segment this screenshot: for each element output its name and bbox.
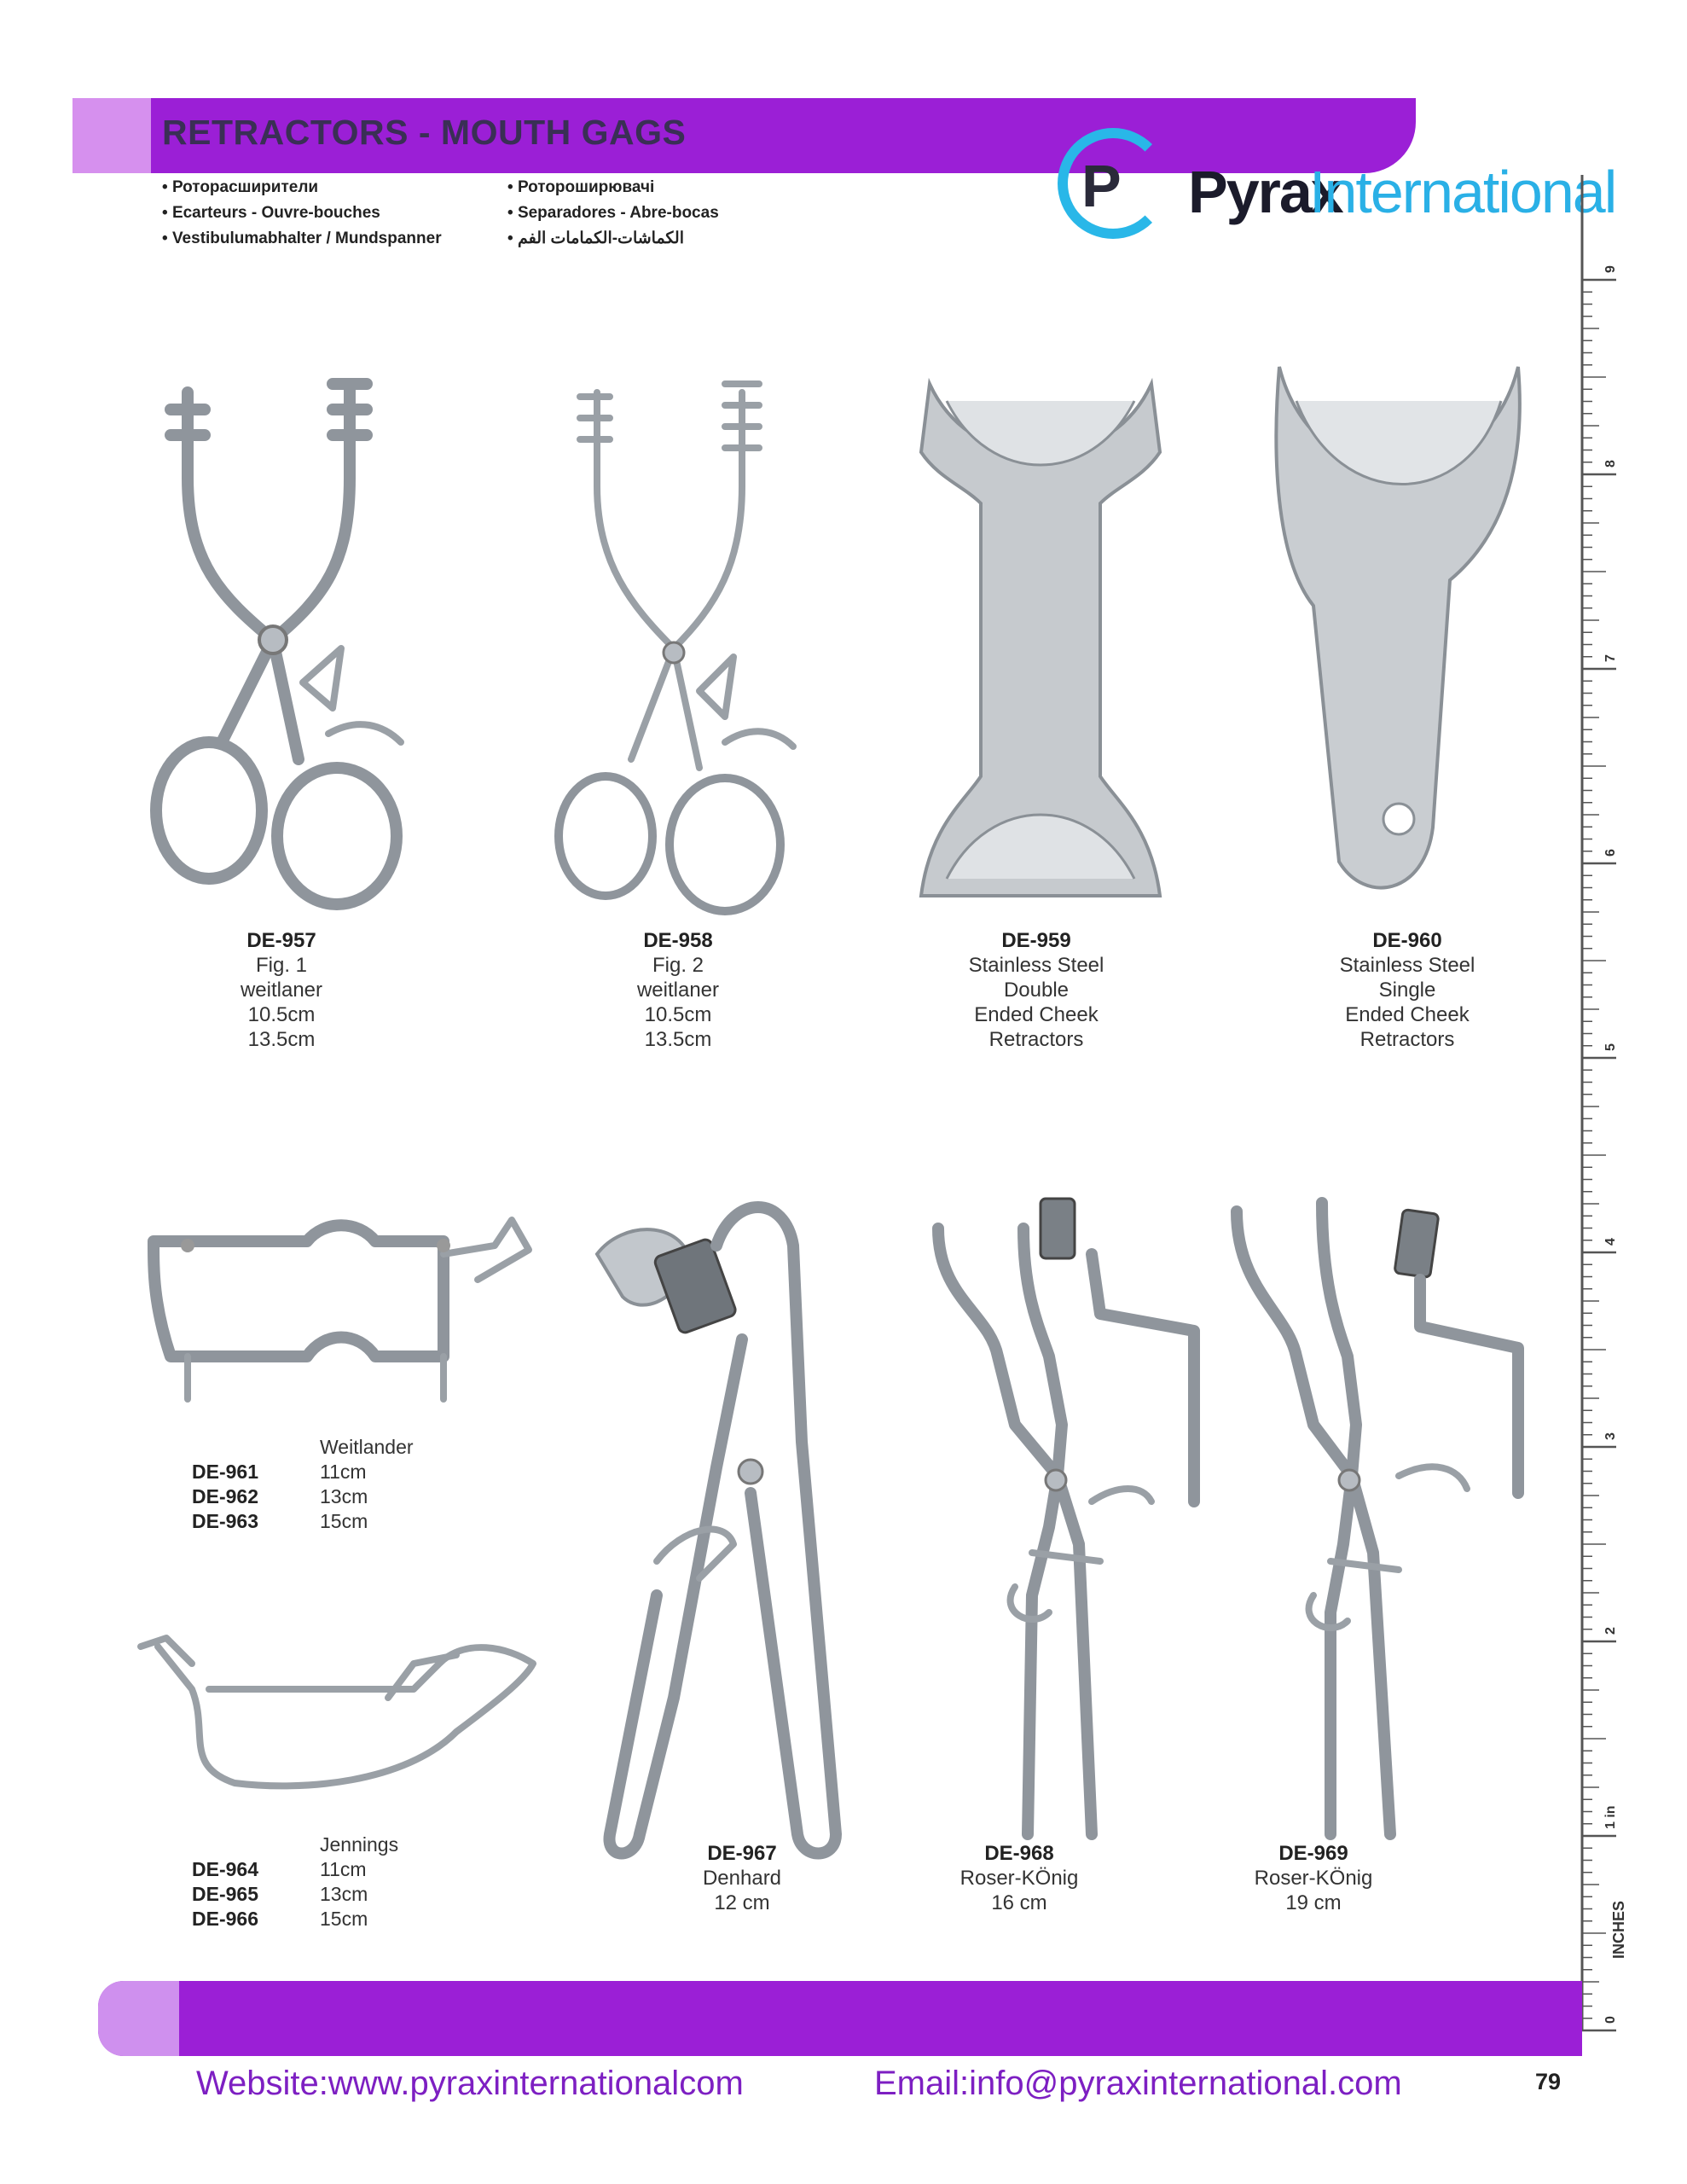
language-list-left	[162, 175, 442, 252]
product-detail: Denhard	[702, 1867, 782, 1890]
table-row: DE-963 15cm	[192, 1510, 368, 1532]
ruler-mark-label: 9	[1603, 265, 1618, 273]
product-detail: Fig. 2	[652, 954, 704, 977]
product-caption	[614, 928, 742, 1052]
logo-name-part1: Pyrax	[1188, 159, 1342, 225]
product-detail: Fig. 1	[255, 954, 308, 977]
product-code: DE-960	[1372, 929, 1442, 952]
page-title: RETRACTORS - MOUTH GAGS	[162, 113, 687, 152]
product-detail: Ended Cheek	[974, 1003, 1099, 1026]
ruler-mark-label: 4	[1603, 1238, 1618, 1246]
language-item: • الكماشات-الكمامات الفم	[507, 226, 719, 252]
language-item: • Vestibulumabhalter / Mundspanner	[162, 226, 442, 252]
footer-accent-tab	[98, 1981, 179, 2056]
page-number: 79	[1535, 2069, 1562, 2094]
language-item: • Separadores - Abre-bocas	[507, 200, 719, 226]
inch-ruler	[1578, 171, 1629, 2048]
logo-mark: P	[1081, 153, 1122, 219]
product-detail: Ended Cheek	[1345, 1003, 1470, 1026]
product-detail: Stainless Steel	[1339, 954, 1475, 977]
de-967-illustration	[588, 1186, 870, 1868]
product-detail: 13.5cm	[644, 1028, 712, 1051]
weitlander-title: Weitlander	[320, 1436, 414, 1458]
logo-name-part2: International	[1309, 159, 1616, 225]
product-detail: 16 cm	[991, 1891, 1047, 1914]
product-detail: 10.5cm	[644, 1003, 712, 1026]
website-link[interactable]: Website:www.pyraxinternationalcom	[196, 2065, 744, 2102]
de-957-illustration	[128, 358, 409, 938]
product-code: DE-969	[1278, 1842, 1348, 1865]
ruler-mark-label: 8	[1603, 460, 1618, 468]
ruler-unit-label: INCHES	[1610, 1900, 1627, 1959]
de-960-illustration	[1262, 350, 1535, 921]
language-item: • Ротороширювачі	[507, 175, 719, 200]
product-caption	[942, 1841, 1096, 1915]
jennings-illustration	[132, 1612, 559, 1809]
product-detail: 19 cm	[1285, 1891, 1342, 1914]
de-958-illustration	[529, 358, 810, 938]
header-accent-tab	[72, 98, 151, 173]
de-968-illustration	[921, 1186, 1237, 1868]
ruler-mark-label: 1 in	[1603, 1805, 1618, 1829]
product-caption	[665, 1841, 819, 1915]
product-caption	[1237, 1841, 1390, 1915]
de-969-illustration	[1211, 1186, 1569, 1868]
product-detail: Retractors	[1359, 1028, 1455, 1051]
product-detail: Roser-KÖnig	[959, 1867, 1079, 1890]
footer-band	[98, 1981, 1582, 2056]
product-detail: 13.5cm	[247, 1028, 316, 1051]
product-detail: weitlaner	[240, 979, 323, 1002]
table-row: DE-964 11cm	[192, 1858, 367, 1880]
jennings-title: Jennings	[320, 1833, 399, 1856]
product-detail: Retractors	[988, 1028, 1084, 1051]
product-caption	[1318, 928, 1497, 1052]
ruler-mark-label: 5	[1603, 1043, 1618, 1051]
product-code: DE-967	[707, 1842, 777, 1865]
language-item: • Роторасширители	[162, 175, 442, 200]
jennings-table	[192, 1833, 398, 1931]
product-caption	[947, 928, 1126, 1052]
product-detail: Roser-KÖnig	[1254, 1867, 1373, 1890]
product-code: DE-959	[1001, 929, 1071, 952]
email-link[interactable]: Email:info@pyraxinternational.com	[874, 2065, 1402, 2102]
product-detail: Stainless Steel	[968, 954, 1104, 977]
ruler-mark-label: 6	[1603, 849, 1618, 857]
product-code: DE-958	[643, 929, 713, 952]
product-detail: Single	[1378, 979, 1436, 1002]
ruler-mark-label: 2	[1603, 1627, 1618, 1635]
table-row: DE-961 11cm	[192, 1461, 367, 1483]
language-list-right	[507, 175, 719, 252]
ruler-mark-label: 0	[1603, 2016, 1618, 2024]
product-detail: weitlaner	[636, 979, 720, 1002]
product-detail: 10.5cm	[247, 1003, 316, 1026]
product-detail: Double	[1003, 979, 1070, 1002]
product-code: DE-957	[246, 929, 316, 952]
product-caption	[217, 928, 345, 1052]
table-row: DE-966 15cm	[192, 1908, 368, 1930]
table-row: DE-962 13cm	[192, 1485, 368, 1507]
product-code: DE-968	[984, 1842, 1054, 1865]
weitlander-illustration	[136, 1203, 554, 1425]
de-959-illustration	[904, 350, 1177, 913]
ruler-mark-label: 7	[1603, 654, 1618, 662]
weitlander-table	[192, 1435, 414, 1534]
language-item: • Ecarteurs - Ouvre-bouches	[162, 200, 442, 226]
table-row: DE-965 13cm	[192, 1883, 368, 1905]
product-detail: 12 cm	[714, 1891, 770, 1914]
ruler-mark-label: 3	[1603, 1432, 1618, 1440]
